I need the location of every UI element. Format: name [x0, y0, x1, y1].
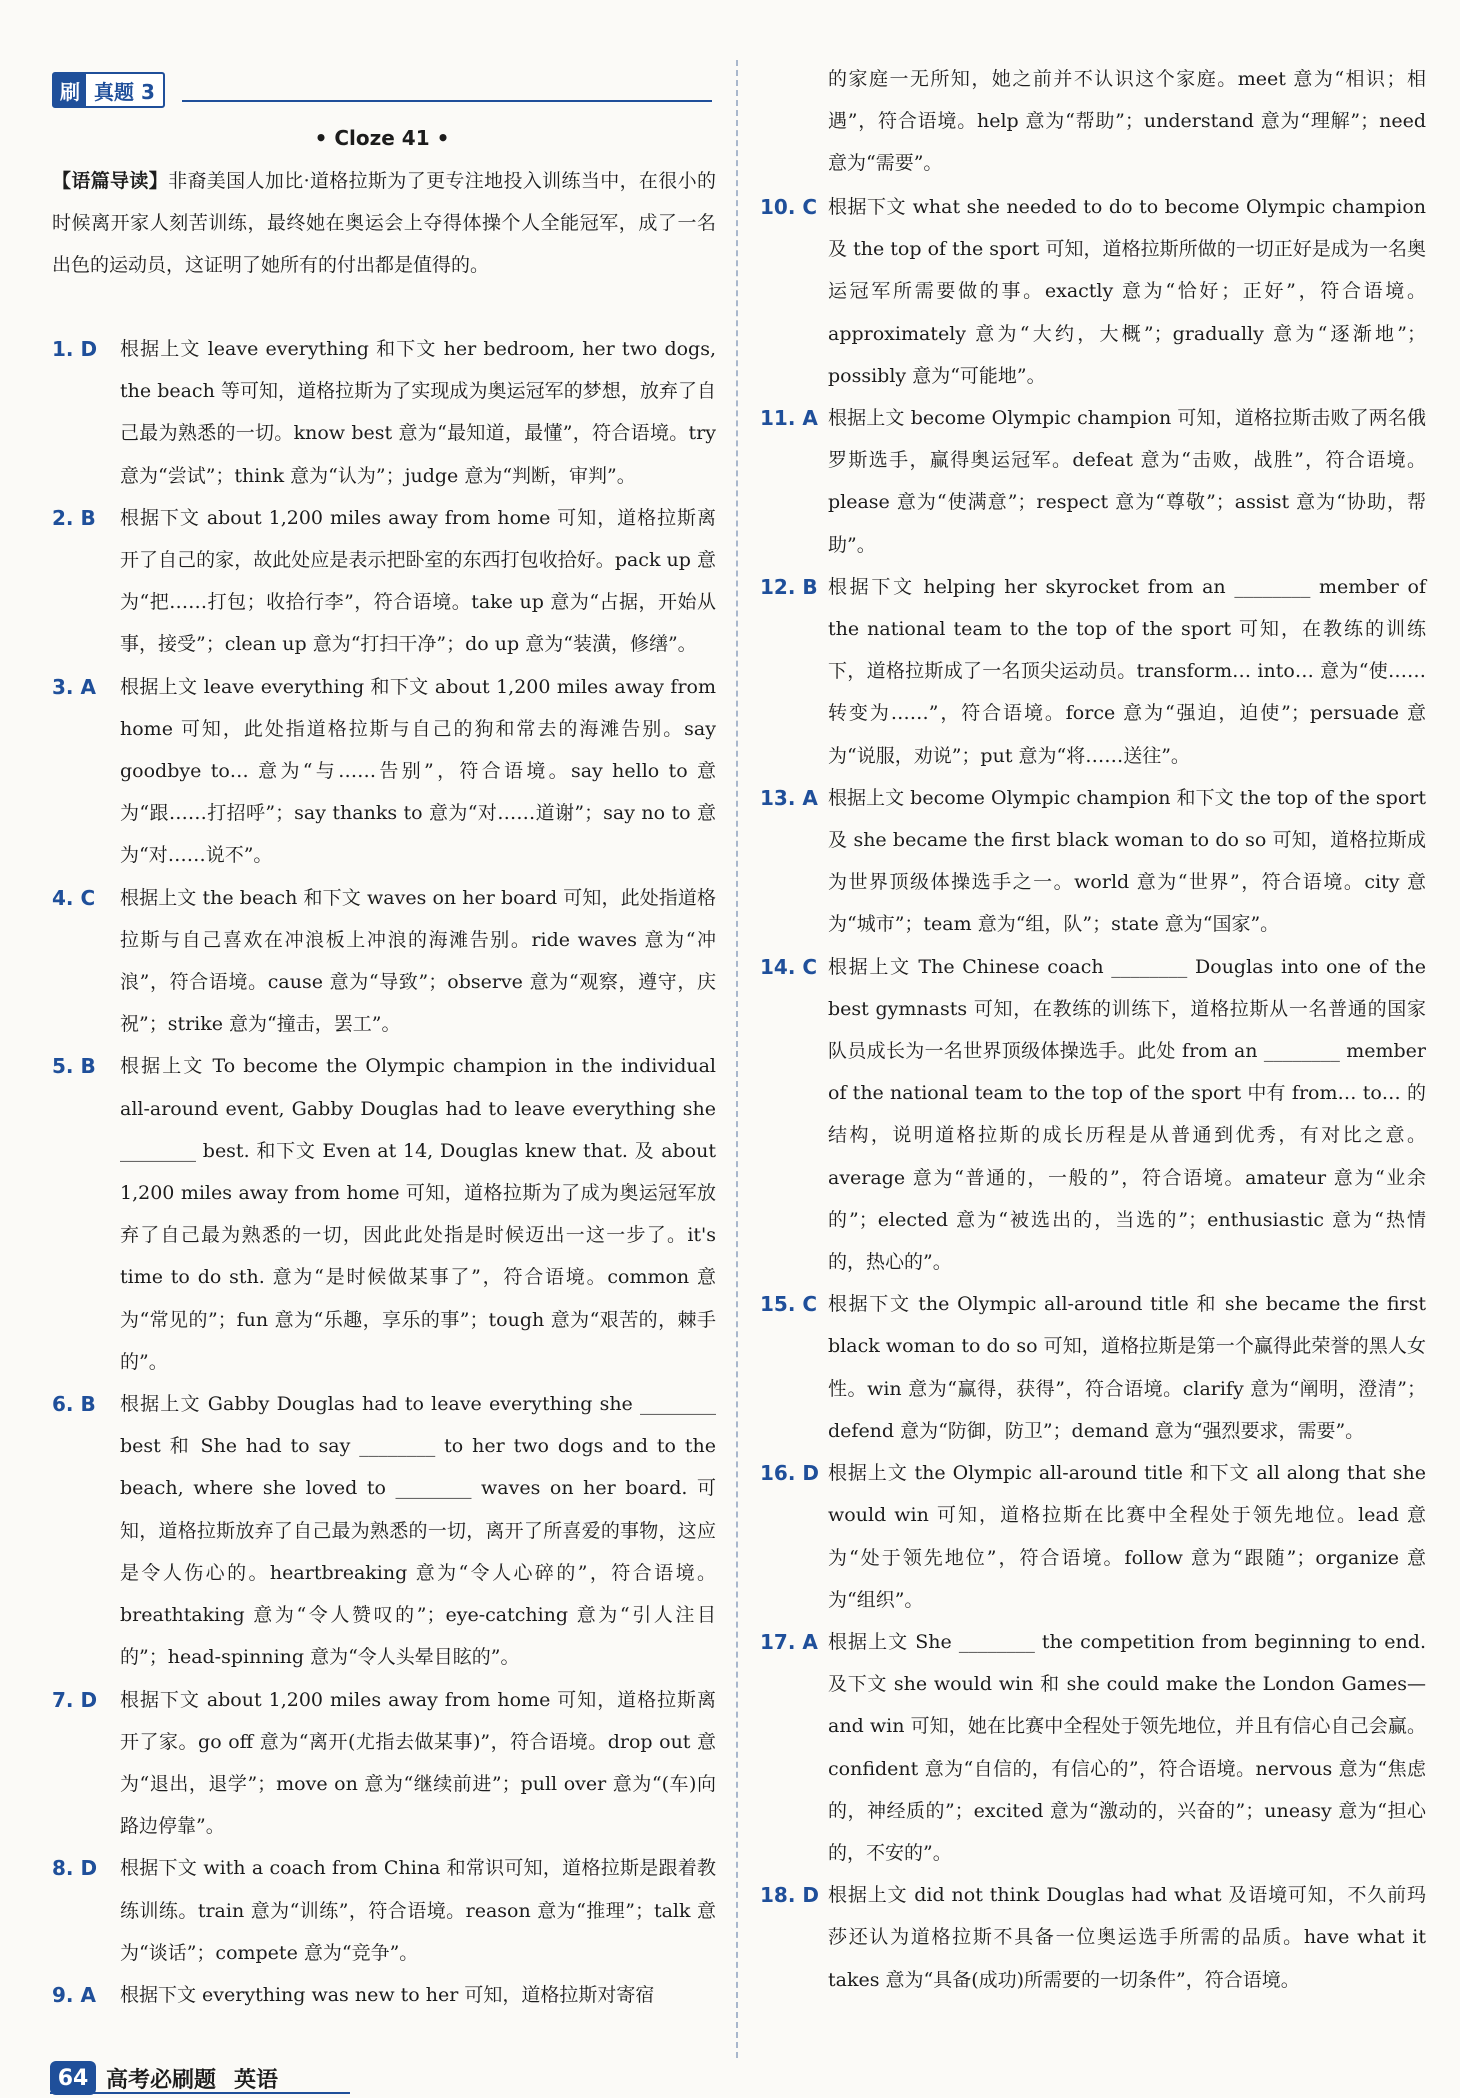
- answer-explanation: 根据上文 To become the Olympic champion in the individual all-around event, Gabby Douglas had to leave everything she ________ best. 和下文 Even at 14, Douglas knew that. 及 about 1,200 miles away from home 可知，道格拉斯为了成为奥运冠军放弃了自己最为熟悉的一切，因此此处指是时候迈出一这一步了。it's time to do sth. 意为“是时候做某事了”，符合语境。common 意为“常见的”；fun 意为“乐趣，享乐的事”；tough 意为“艰苦的，棘手的”。: [120, 1055, 716, 1373]
- answer-explanation: 根据上文 leave everything 和下文 her bedroom, her two dogs, the beach 等可知，道格拉斯为了实现成为奥运冠军的梦想，放弃了自己最为熟悉的一切。know best 意为“最知道，最懂”，符合语境。try 意为“尝试”；think 意为“认为”；judge 意为“判断，审判”。: [120, 338, 716, 487]
- column-divider: [736, 60, 738, 2058]
- answer-explanation: 根据上文 Gabby Douglas had to leave everything she ________ best 和 She had to say ________ to her two dogs and to the beach, where she loved to ________ waves on her board. 可知，道格拉斯放弃了自己最为熟悉的一切，离开了所喜爱的事物，这应是令人伤心的。heartbreaking 意为“令人心碎的”，符合语境。breathtaking 意为“令人赞叹的”；eye-catching 意为“引人注目的”；head-spinning 意为“令人头晕目眩的”。: [120, 1393, 716, 1669]
- answer-item: [760, 1874, 1426, 2001]
- answer-number: 15. C: [760, 1292, 818, 1317]
- answer-item: [52, 1679, 716, 1848]
- answer-item: [52, 1974, 716, 2016]
- answer-explanation: 根据上文 the Olympic all-around title 和下文 all along that she would win 可知，道格拉斯在比赛中全程处于领先地位。lead 意为“处于领先地位”，符合语境。follow 意为“跟随”；organize 意为“组织”。: [828, 1462, 1426, 1611]
- answer-item: [52, 328, 716, 497]
- answer-explanation: 根据上文 She ________ the competition from beginning to end. 及下文 she would win 和 she could make the London Games—and win 可知，她在比赛中全程处于领先地位，并且有信心自己会赢。confident 意为“自信的，有信心的”，符合语境。nervous 意为“焦虑的，神经质的”；excited 意为“激动的，兴奋的”；uneasy 意为“担心的，不安的”。: [828, 1630, 1426, 1864]
- answer-number: 4. C: [52, 885, 96, 910]
- answer-explanation: 根据下文 about 1,200 miles away from home 可知，道格拉斯离开了自己的家，故此处应是表示把卧室的东西打包收拾好。pack up 意为“把……打包；收拾行李”，符合语境。take up 意为“占据，开始从事，接受”；clean up 意为“打扫干净”；do up 意为“装潢，修缮”。: [120, 506, 716, 656]
- answer-item: [760, 186, 1426, 397]
- answer-item: [760, 397, 1426, 566]
- answer-explanation: 根据下文 the Olympic all-around title 和 she became the first black woman to do so 可知，道格拉斯是第一个赢得此荣誉的黑人女性。win 意为“赢得，获得”，符合语境。clarify 意为“阐明，澄清”；defend 意为“防御，防卫”；demand 意为“强烈要求，需要”。: [828, 1293, 1426, 1442]
- answer-number: 5. B: [52, 1054, 96, 1079]
- answer-explanation: 根据下文 helping her skyrocket from an ________ member of the national team to the top of the sport 可知，在教练的训练下，道格拉斯成了一名顶尖运动员。transform… into… 意为“使……转变为……”，符合语境。force 意为“强迫，迫使”；persuade 意为“说服，劝说”；put 意为“将……送往”。: [828, 575, 1426, 767]
- footer-rule: [50, 2092, 350, 2094]
- answer-number: 7. D: [52, 1687, 98, 1712]
- answer-number: 13. A: [760, 785, 818, 810]
- answer-number: 11. A: [760, 406, 818, 431]
- answer-item: [760, 777, 1426, 946]
- answer-number: 2. B: [52, 505, 96, 530]
- answer-list-left: [52, 328, 716, 2016]
- section-title: • Cloze 41 •: [314, 126, 450, 150]
- answer-explanation: 根据上文 become Olympic champion 和下文 the top of the sport 及 she became the first black woman to do so 可知，道格拉斯成为世界顶级体操选手之一。world 意为“世界”，符合语境。city 意为“城市”；team 意为“组，队”；state 意为“国家”。: [828, 786, 1426, 936]
- answer-explanation: 根据上文 leave everything 和下文 about 1,200 miles away from home 可知，此处指道格拉斯与自己的狗和常去的海滩告别。say goodbye to… 意为“与……告别”，符合语境。say hello to 意为“跟……打招呼”；say thanks to 意为“对……道谢”；say no to 意为“对……说不”。: [120, 675, 716, 867]
- intro-paragraph: [52, 160, 716, 287]
- answer-item: [760, 566, 1426, 777]
- page-number: 64: [50, 2061, 96, 2095]
- answer-item: [52, 877, 716, 1046]
- answer-number: 6. B: [52, 1392, 96, 1417]
- answer-explanation: 根据下文 everything was new to her 可知，道格拉斯对寄宿: [120, 1983, 655, 2006]
- answer-item: [52, 497, 716, 666]
- answer-item: [760, 946, 1426, 1284]
- page-footer: [50, 2060, 278, 2096]
- tag-prefix: 刷: [54, 74, 86, 106]
- answer-number: 10. C: [760, 195, 818, 219]
- answer-number: 9. A: [52, 1982, 96, 2007]
- answer-explanation: 根据上文 the beach 和下文 waves on her board 可知，此处指道格拉斯与自己喜欢在冲浪板上冲浪的海滩告别。ride waves 意为“冲浪”，符合语境。cause 意为“导致”；observe 意为“观察，遵守，庆祝”；strike 意为“撞击，罢工”。: [120, 886, 716, 1036]
- book-subject: 英语: [234, 2067, 279, 2093]
- section-header: [52, 72, 712, 106]
- answer-number: 8. D: [52, 1856, 98, 1881]
- section-tag: [52, 72, 165, 108]
- answer-list-right: [760, 186, 1426, 2001]
- answer-number: 3. A: [52, 674, 96, 699]
- answer-explanation: 根据下文 with a coach from China 和常识可知，道格拉斯是跟着教练训练。train 意为“训练”，符合语境。reason 意为“推理”；talk 意为“谈话”；compete 意为“竞争”。: [120, 1857, 716, 1964]
- answer-number: 16. D: [760, 1461, 819, 1486]
- intro-text: 非裔美国人加比·道格拉斯为了更专注地投入训练当中，在很小的时候离开家人刻苦训练，最终她在奥运会上夺得体操个人全能冠军，成了一名出色的运动员，这证明了她所有的付出都是值得的。: [52, 170, 716, 277]
- answer-item: [52, 1045, 716, 1383]
- answer-number: 18. D: [760, 1883, 819, 1908]
- answer-explanation: 根据下文 what she needed to do to become Olympic champion 及 the top of the sport 可知，道格拉斯所做的一切正好是成为一名奥运冠军所需要做的事。exactly 意为“恰好；正好”，符合语境。approximately 意为“大约，大概”；gradually 意为“逐渐地”；possibly 意为“可能地”。: [828, 196, 1426, 387]
- answer-explanation: 根据上文 become Olympic champion 可知，道格拉斯击败了两名俄罗斯选手，赢得奥运冠军。defeat 意为“击败，战胜”，符合语境。please 意为“使满意”；respect 意为“尊敬”；assist 意为“协助，帮助”。: [828, 407, 1426, 556]
- answer-number: 17. A: [760, 1629, 818, 1654]
- answer-item: [760, 1621, 1426, 1874]
- answer-item: [760, 1283, 1426, 1452]
- answer-number: 14. C: [760, 954, 818, 979]
- answer-item: [52, 1383, 716, 1678]
- answer-explanation: 根据上文 The Chinese coach ________ Douglas into one of the best gymnasts 可知，在教练的训练下，道格拉斯从一名普通的国家队员成长为一名世界顶级体操选手。此处 from an ________ member of the national team to the top of the sport 中有 from… to… 的结构，说明道格拉斯的成长历程是从普通到优秀，有对比之意。average 意为“普通的，一般的”，符合语境。amateur 意为“业余的”；elected 意为“被选出的，当选的”；enthusiastic 意为“热情的，热心的”。: [828, 955, 1426, 1274]
- answer-item: [52, 666, 716, 877]
- answer-number: 1. D: [52, 337, 98, 361]
- answer-explanation: 根据上文 did not think Douglas had what 及语境可知，不久前玛莎还认为道格拉斯不具备一位奥运选手所需的品质。have what it takes 意为“具备(成功)所需要的一切条件”，符合语境。: [828, 1884, 1426, 1991]
- answer-9-continuation: 的家庭一无所知，她之前并不认识这个家庭。meet 意为“相识；相遇”，符合语境。help 意为“帮助”；understand 意为“理解”；need 意为“需要”。: [828, 68, 1426, 175]
- answer-number: 12. B: [760, 574, 818, 599]
- answer-item: [52, 1847, 716, 1974]
- intro-label: 【语篇导读】: [52, 170, 169, 192]
- header-rule: [182, 100, 712, 102]
- answer-item: [760, 1452, 1426, 1621]
- book-title: 高考必刷题: [106, 2067, 217, 2093]
- answer-explanation: 根据下文 about 1,200 miles away from home 可知，道格拉斯离开了家。go off 意为“离开(尤指去做某事)”，符合语境。drop out 意为“退出，退学”；move on 意为“继续前进”；pull over 意为“(车)向路边停靠”。: [120, 1688, 716, 1838]
- tag-label: 真题 3: [94, 79, 155, 104]
